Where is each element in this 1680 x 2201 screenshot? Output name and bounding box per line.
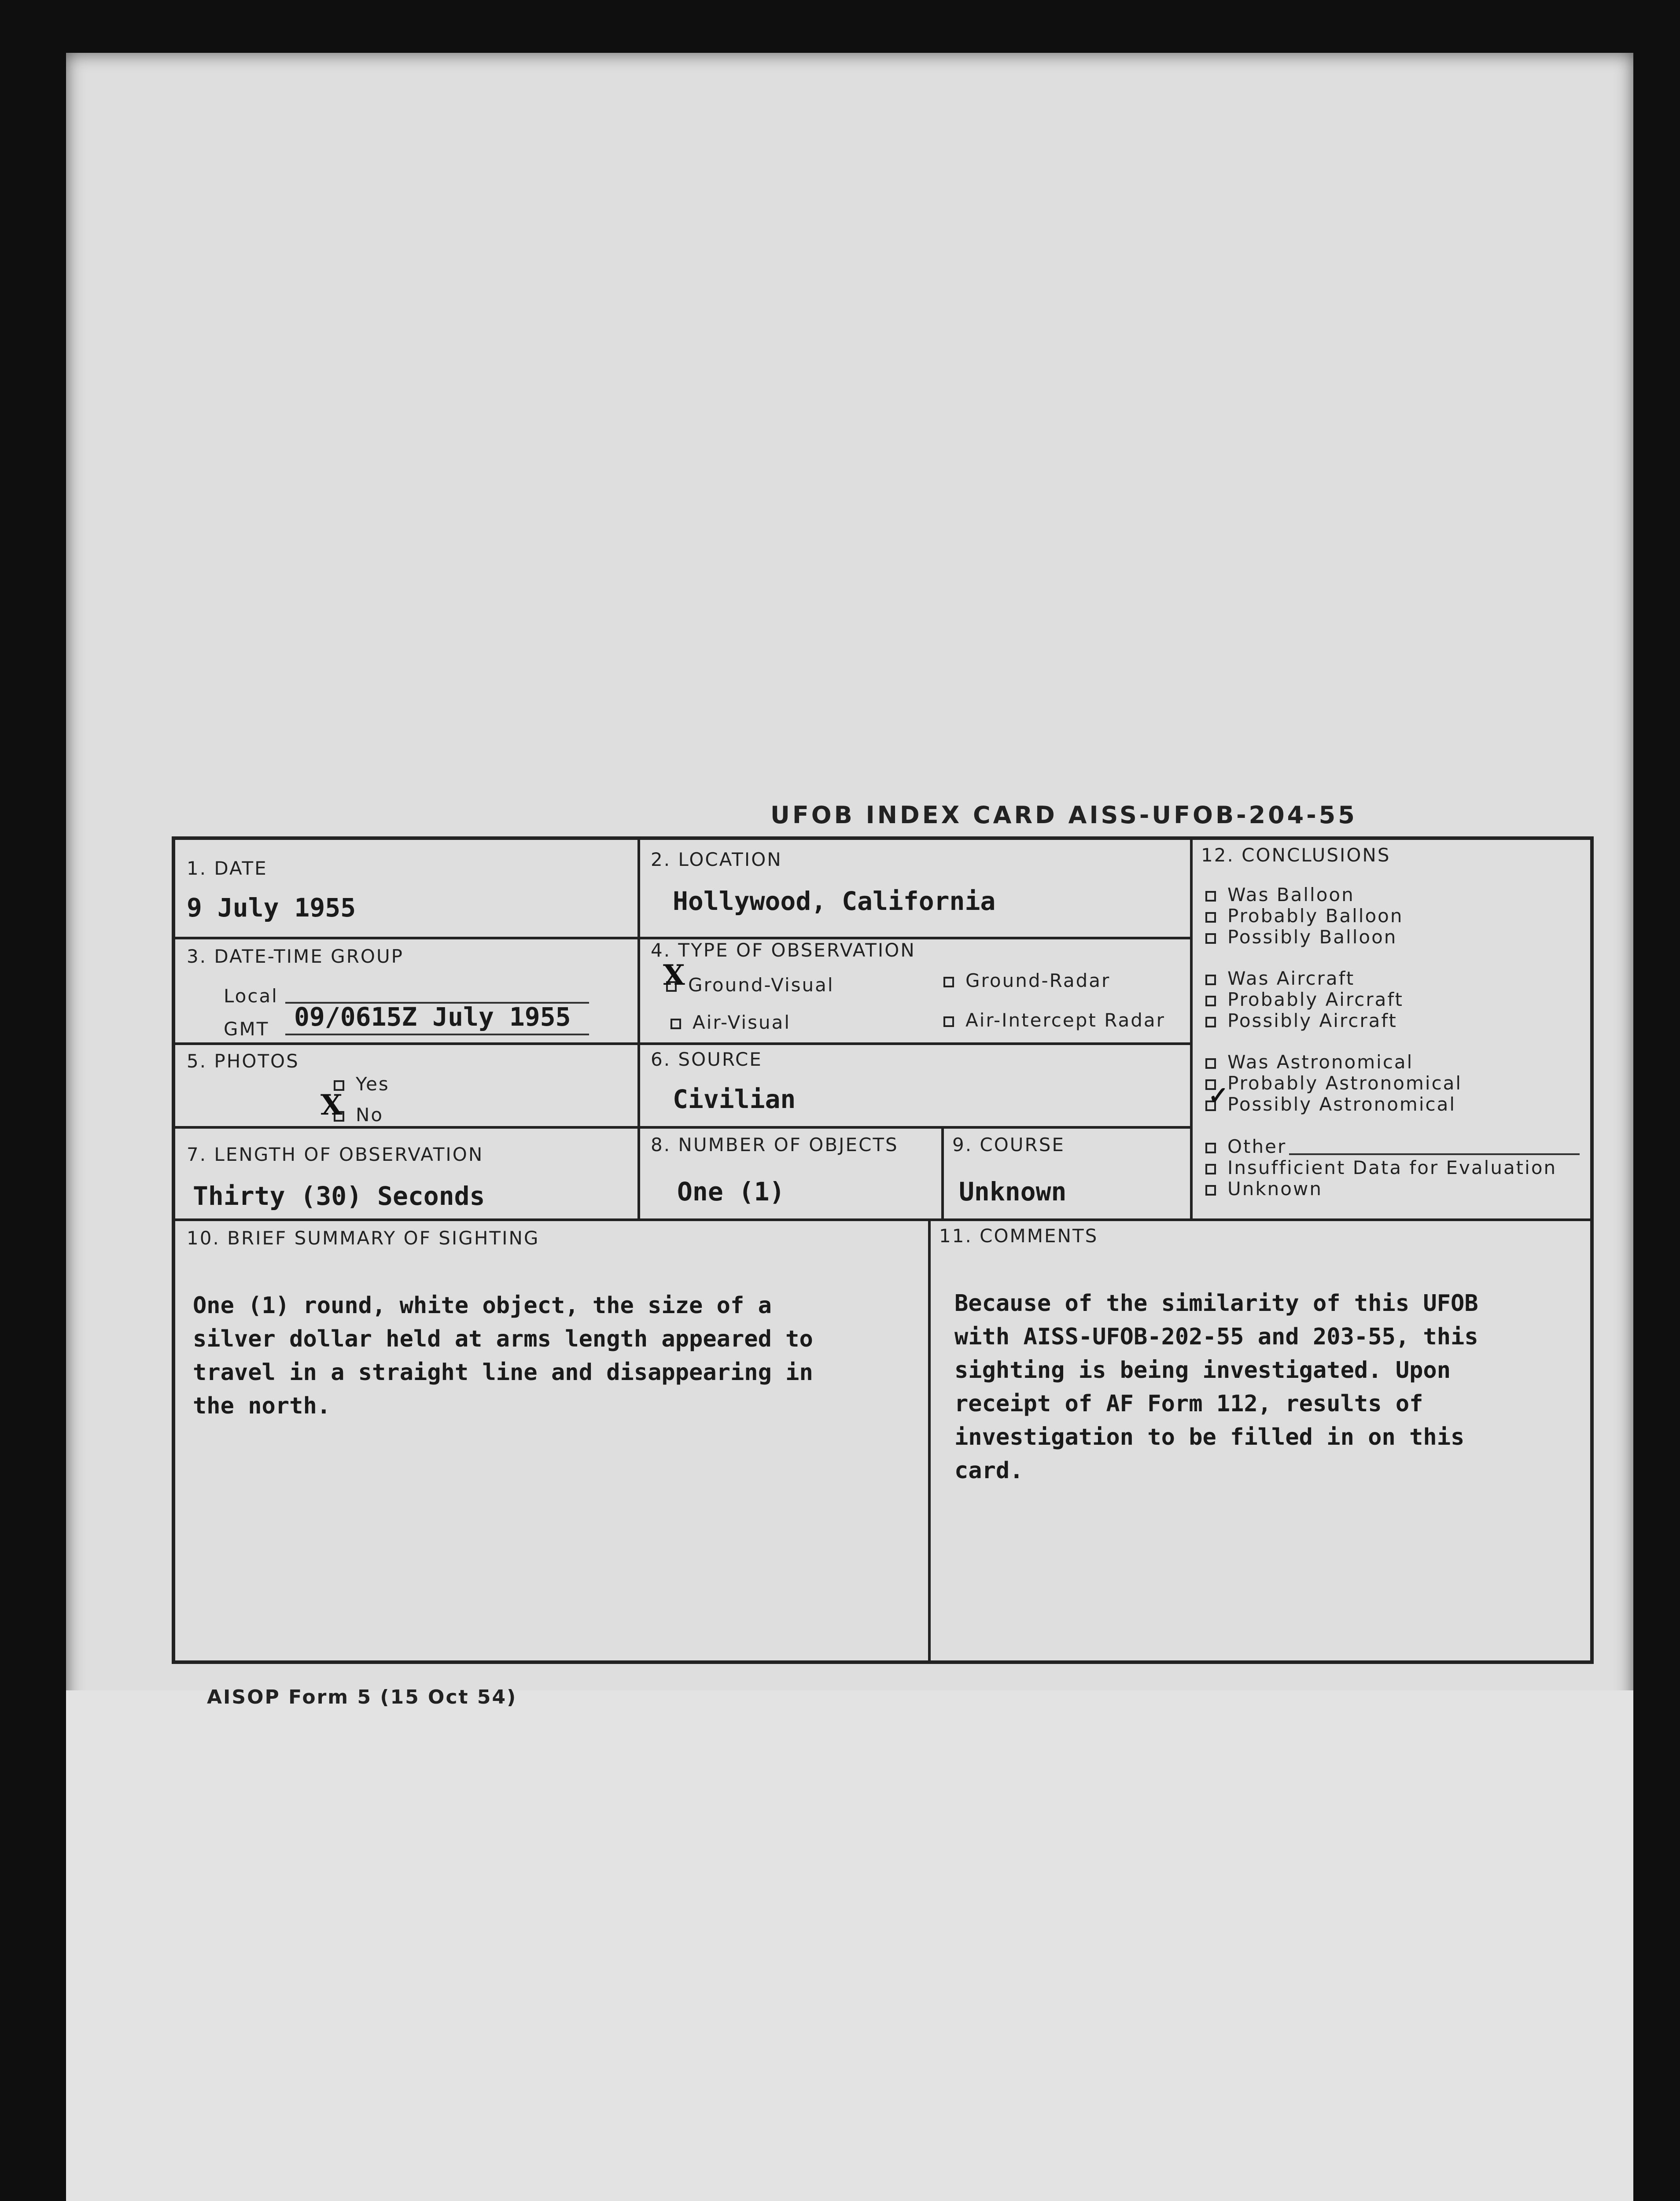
conclusion-probably-aircraft[interactable]: Probably Aircraft bbox=[1205, 989, 1404, 1010]
conclusion-possibly-astronomical[interactable]: Possibly Astronomical bbox=[1205, 1093, 1456, 1115]
conclusion-was-astronomical[interactable]: Was Astronomical bbox=[1205, 1051, 1413, 1073]
checkbox[interactable] bbox=[1205, 933, 1216, 944]
dtg-local-label: Local bbox=[224, 985, 278, 1007]
checkbox[interactable] bbox=[1205, 975, 1216, 985]
divider-row4 bbox=[175, 1218, 1593, 1221]
checkbox[interactable] bbox=[1205, 891, 1216, 902]
source-label: 6. SOURCE bbox=[651, 1049, 763, 1070]
divider-row3 bbox=[175, 1126, 1190, 1129]
dtg-gmt-label: GMT bbox=[224, 1018, 269, 1040]
other-line bbox=[1289, 1153, 1580, 1155]
checkbox[interactable] bbox=[943, 1016, 954, 1027]
location-label: 2. LOCATION bbox=[651, 849, 782, 870]
divider-course bbox=[941, 1126, 944, 1218]
obs-option-ground-visual[interactable]: Ground-Visual bbox=[666, 974, 834, 996]
length-value: Thirty (30) Seconds bbox=[193, 1181, 485, 1211]
location-value: Hollywood, California bbox=[673, 886, 996, 916]
course-value: Unknown bbox=[959, 1177, 1067, 1207]
objects-value: One (1) bbox=[677, 1177, 785, 1207]
photos-option-no[interactable]: No bbox=[334, 1104, 383, 1126]
checkbox[interactable] bbox=[1205, 1185, 1216, 1196]
checkbox[interactable] bbox=[943, 977, 954, 987]
obs-option-air-visual[interactable]: Air-Visual bbox=[671, 1012, 791, 1033]
source-value: Civilian bbox=[673, 1084, 796, 1114]
observation-type-label: 4. TYPE OF OBSERVATION bbox=[651, 939, 916, 961]
conclusion-probably-astronomical[interactable]: Probably Astronomical bbox=[1205, 1072, 1462, 1094]
length-label: 7. LENGTH OF OBSERVATION bbox=[187, 1144, 484, 1165]
checkbox[interactable] bbox=[671, 1019, 681, 1029]
date-label: 1. DATE bbox=[187, 858, 268, 879]
obs-option-air-intercept-radar[interactable]: Air-Intercept Radar bbox=[943, 1009, 1165, 1031]
checkbox[interactable] bbox=[1205, 1017, 1216, 1027]
divider-col1 bbox=[637, 840, 640, 1218]
divider-conclusions bbox=[1190, 840, 1193, 1218]
possibly-astronomical-check-mark: ✓ bbox=[1208, 1081, 1229, 1110]
checkbox[interactable] bbox=[1205, 996, 1216, 1006]
date-value: 9 July 1955 bbox=[187, 893, 356, 923]
conclusion-was-balloon[interactable]: Was Balloon bbox=[1205, 884, 1355, 905]
card-title: UFOB INDEX CARD AISS-UFOB-204-55 bbox=[770, 801, 1357, 829]
photos-option-yes[interactable]: Yes bbox=[334, 1073, 390, 1095]
photos-no-x-mark: X bbox=[321, 1089, 343, 1122]
conclusion-possibly-balloon[interactable]: Possibly Balloon bbox=[1205, 926, 1397, 948]
conclusion-insufficient-data[interactable]: Insufficient Data for Evaluation bbox=[1205, 1157, 1557, 1178]
conclusion-unknown[interactable]: Unknown bbox=[1205, 1178, 1323, 1200]
divider-comments bbox=[928, 1218, 931, 1663]
index-card bbox=[172, 836, 1594, 1664]
checkbox[interactable] bbox=[1205, 1164, 1216, 1174]
course-label: 9. COURSE bbox=[952, 1134, 1065, 1156]
divider-row2 bbox=[175, 1042, 1190, 1045]
summary-text: One (1) round, white object, the size of a silver dollar held at arms length appeared to travel in a straight line and disappearing in the north. bbox=[193, 1292, 813, 1419]
comments-text: Because of the similarity of this UFOB with AISS-UFOB-202-55 and 203-55, this sighting is being investigated. Upon receipt of AF Form 112, results of investigation to be filled in on this card. bbox=[954, 1290, 1478, 1484]
photos-label: 5. PHOTOS bbox=[187, 1050, 299, 1072]
conclusion-possibly-aircraft[interactable]: Possibly Aircraft bbox=[1205, 1010, 1397, 1031]
page-lower-area bbox=[66, 1690, 1633, 2201]
conclusion-was-aircraft[interactable]: Was Aircraft bbox=[1205, 968, 1355, 989]
conclusions-label: 12. CONCLUSIONS bbox=[1201, 844, 1391, 866]
comments-label: 11. COMMENTS bbox=[939, 1225, 1098, 1247]
conclusion-other[interactable]: Other bbox=[1205, 1136, 1286, 1157]
dtg-local-value: 09/0615Z July 1955 bbox=[294, 1002, 571, 1032]
checkbox[interactable] bbox=[1205, 1143, 1216, 1153]
objects-label: 8. NUMBER OF OBJECTS bbox=[651, 1134, 899, 1156]
dtg-label: 3. DATE-TIME GROUP bbox=[187, 946, 404, 967]
obs-option-ground-radar[interactable]: Ground-Radar bbox=[943, 970, 1110, 991]
form-footer: AISOP Form 5 (15 Oct 54) bbox=[207, 1686, 517, 1708]
summary-label: 10. BRIEF SUMMARY OF SIGHTING bbox=[187, 1227, 540, 1249]
dtg-gmt-line bbox=[285, 1034, 589, 1035]
ground-visual-x-mark: X bbox=[663, 959, 685, 992]
checkbox[interactable] bbox=[1205, 1058, 1216, 1069]
checkbox[interactable] bbox=[1205, 912, 1216, 923]
conclusion-probably-balloon[interactable]: Probably Balloon bbox=[1205, 905, 1403, 927]
